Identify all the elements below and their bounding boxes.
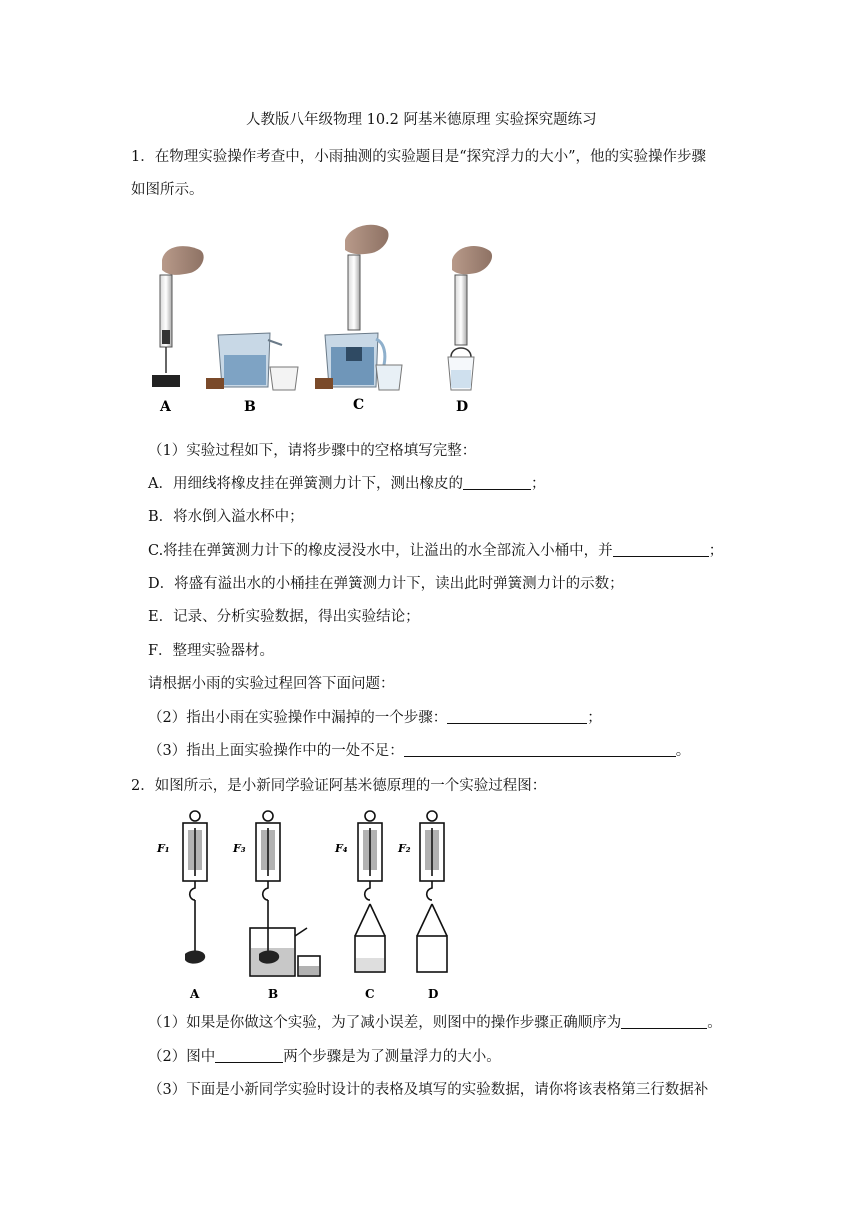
q1-step-a — [148, 474, 545, 494]
figure-1-label-c: C — [353, 397, 365, 413]
figure-2-label-c: C — [365, 987, 375, 1001]
q1-part3-end: 。 — [675, 743, 691, 759]
figure-1-apparatus-c — [315, 225, 402, 390]
question-1-figure — [140, 215, 520, 420]
figure-1-label-a: A — [160, 399, 171, 415]
question-2-figure — [155, 808, 455, 1003]
q1-part1-intro: （1）实验过程如下，请将步骤中的空格填写完整： — [148, 443, 477, 459]
figure-2-label-b: B — [268, 987, 279, 1001]
question-1-stem-line-2: 如图所示。 — [131, 182, 204, 198]
q2-part2 — [148, 1047, 501, 1067]
q1-step-c-end: ； — [708, 543, 724, 559]
q1-step-f: F．整理实验器材。 — [148, 643, 275, 659]
figure-1-apparatus-d — [448, 246, 492, 390]
force-label-f3: F₃ — [233, 842, 246, 855]
q1-part2-end: ； — [587, 710, 602, 726]
question-1-stem-line-1: 1．在物理实验操作考查中，小雨抽测的实验题目是“探究浮力的大小”，他的实验操作步骤 — [131, 149, 707, 165]
answer-blank[interactable] — [463, 474, 531, 490]
answer-blank[interactable] — [621, 1013, 707, 1029]
q2-part2-end: 两个步骤是为了测量浮力的大小。 — [283, 1049, 501, 1065]
q1-part2 — [148, 708, 602, 728]
figure-1-label-b: B — [244, 399, 256, 415]
q1-step-c — [148, 541, 723, 561]
force-label-f1: F₁ — [157, 842, 170, 855]
q1-answer-intro: 请根据小雨的实验过程回答下面问题： — [148, 676, 395, 692]
q1-step-b: B．将水倒入溢水杯中； — [148, 509, 304, 525]
q1-step-e: E．记录、分析实验数据，得出实验结论； — [148, 609, 420, 625]
q2-part1-text: （1）如果是你做这个实验，为了减小误差，则图中的操作步骤正确顺序为 — [148, 1015, 622, 1031]
answer-blank[interactable] — [215, 1047, 283, 1063]
answer-blank[interactable] — [404, 741, 676, 757]
figure-1-apparatus-a — [152, 246, 204, 387]
q1-part3 — [148, 741, 690, 761]
force-label-f4: F₄ — [335, 842, 348, 855]
answer-blank[interactable] — [613, 541, 709, 557]
q1-step-a-text: A．用细线将橡皮挂在弹簧测力计下，测出橡皮的 — [148, 476, 463, 492]
q1-step-a-end: ； — [530, 476, 546, 492]
q2-part1-end: 。 — [707, 1015, 722, 1031]
page-title: 人教版八年级物理 10.2 阿基米德原理 实验探究题练习 — [246, 112, 597, 128]
figure-2-label-d: D — [428, 987, 439, 1001]
q2-part3: （3）下面是小新同学实验时设计的表格及填写的实验数据，请你将该表格第三行数据补 — [148, 1082, 709, 1098]
q1-step-c-text: C.将挂在弹簧测力计下的橡皮浸没水中，让溢出的水全部流入小桶中，并 — [148, 543, 613, 559]
question-2-stem: 2．如图所示，是小新同学验证阿基米德原理的一个实验过程图： — [131, 778, 547, 794]
figure-2-label-a: A — [190, 987, 200, 1001]
q2-part2-text: （2）图中 — [148, 1049, 216, 1065]
figure-1-apparatus-b — [206, 333, 298, 390]
q1-step-d: D．将盛有溢出水的小桶挂在弹簧测力计下，读出此时弹簧测力计的示数； — [148, 576, 624, 592]
q1-part2-text: （2）指出小雨在实验操作中漏掉的一个步骤： — [148, 710, 448, 726]
q1-part3-text: （3）指出上面实验操作中的一处不足： — [148, 743, 404, 759]
figure-1-label-d: D — [456, 399, 469, 415]
answer-blank[interactable] — [447, 708, 587, 724]
force-label-f2: F₂ — [398, 842, 411, 855]
q2-part1 — [148, 1013, 722, 1033]
